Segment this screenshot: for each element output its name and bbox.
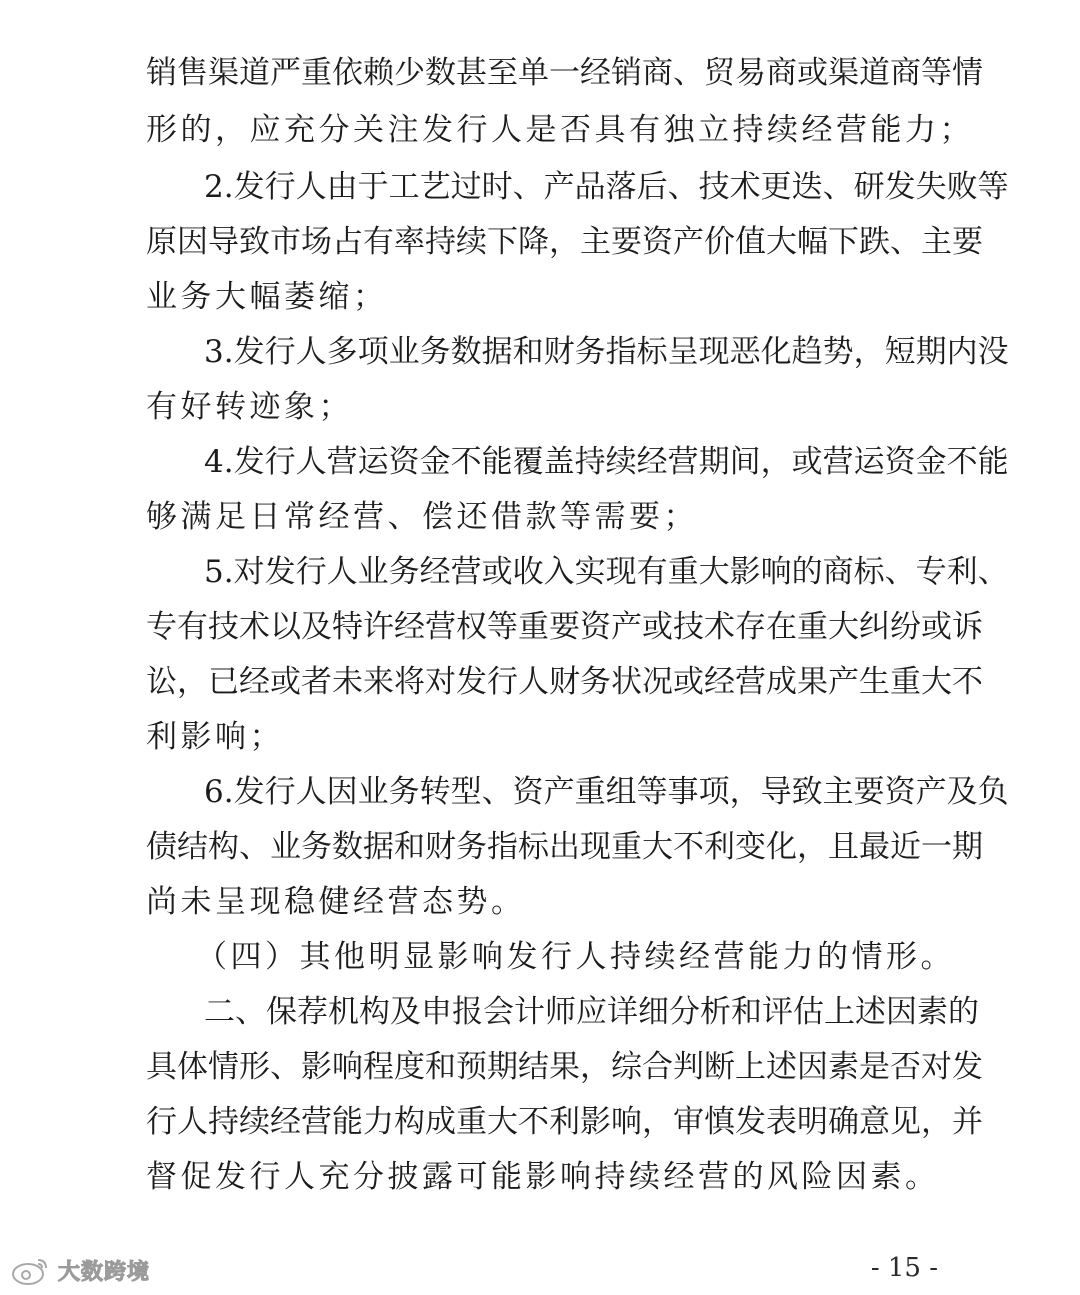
text-line: 形的，应充分关注发行人是否具有独立持续经营能力； (146, 112, 974, 148)
text-line: 6.发行人因业务转型、资产重组等事项，导致主要资产及负 (204, 774, 1009, 810)
watermark (8, 1250, 150, 1290)
text-line: 4.发行人营运资金不能覆盖持续经营期间，或营运资金不能 (204, 444, 1009, 480)
watermark-text: 大数跨境 (58, 1259, 151, 1285)
text-line: （四）其他明显影响发行人持续经营能力的情形。 (196, 939, 955, 975)
text-line: 2.发行人由于工艺过时、产品落后、技术更迭、研发失败等 (204, 169, 1009, 205)
text-line: 5.对发行人业务经营或收入实现有重大影响的商标、专利、 (204, 554, 1009, 590)
page-number: - 15 - (870, 1253, 938, 1283)
text-line: 业务大幅萎缩； (146, 279, 388, 315)
text-line: 专有技术以及特许经营权等重要资产或技术存在重大纠纷或诉 (146, 609, 983, 645)
weibo-logo-icon (8, 1254, 52, 1286)
text-line: 销售渠道严重依赖少数甚至单一经销商、贸易商或渠道商等情 (146, 55, 983, 91)
text-line: 3.发行人多项业务数据和财务指标呈现恶化趋势，短期内没 (204, 334, 1009, 370)
text-line: 行人持续经营能力构成重大不利影响，审慎发表明确意见，并 (146, 1104, 983, 1140)
text-line: 二、保荐机构及申报会计师应详细分析和评估上述因素的 (204, 994, 979, 1030)
text-line: 债结构、业务数据和财务指标出现重大不利变化，且最近一期 (146, 829, 983, 865)
text-line: 原因导致市场占有率持续下降，主要资产价值大幅下跌、主要 (146, 224, 983, 260)
text-line: 督促发行人充分披露可能影响持续经营的风险因素。 (146, 1159, 940, 1195)
text-line: 有好转迹象； (146, 389, 353, 425)
text-line: 够满足日常经营、偿还借款等需要； (146, 499, 698, 535)
text-line: 利影响； (146, 719, 284, 755)
text-line: 讼，已经或者未来将对发行人财务状况或经营成果产生重大不 (146, 664, 983, 700)
text-line: 尚未呈现稳健经营态势。 (146, 884, 526, 920)
text-line: 具体情形、影响程度和预期结果，综合判断上述因素是否对发 (146, 1049, 983, 1085)
